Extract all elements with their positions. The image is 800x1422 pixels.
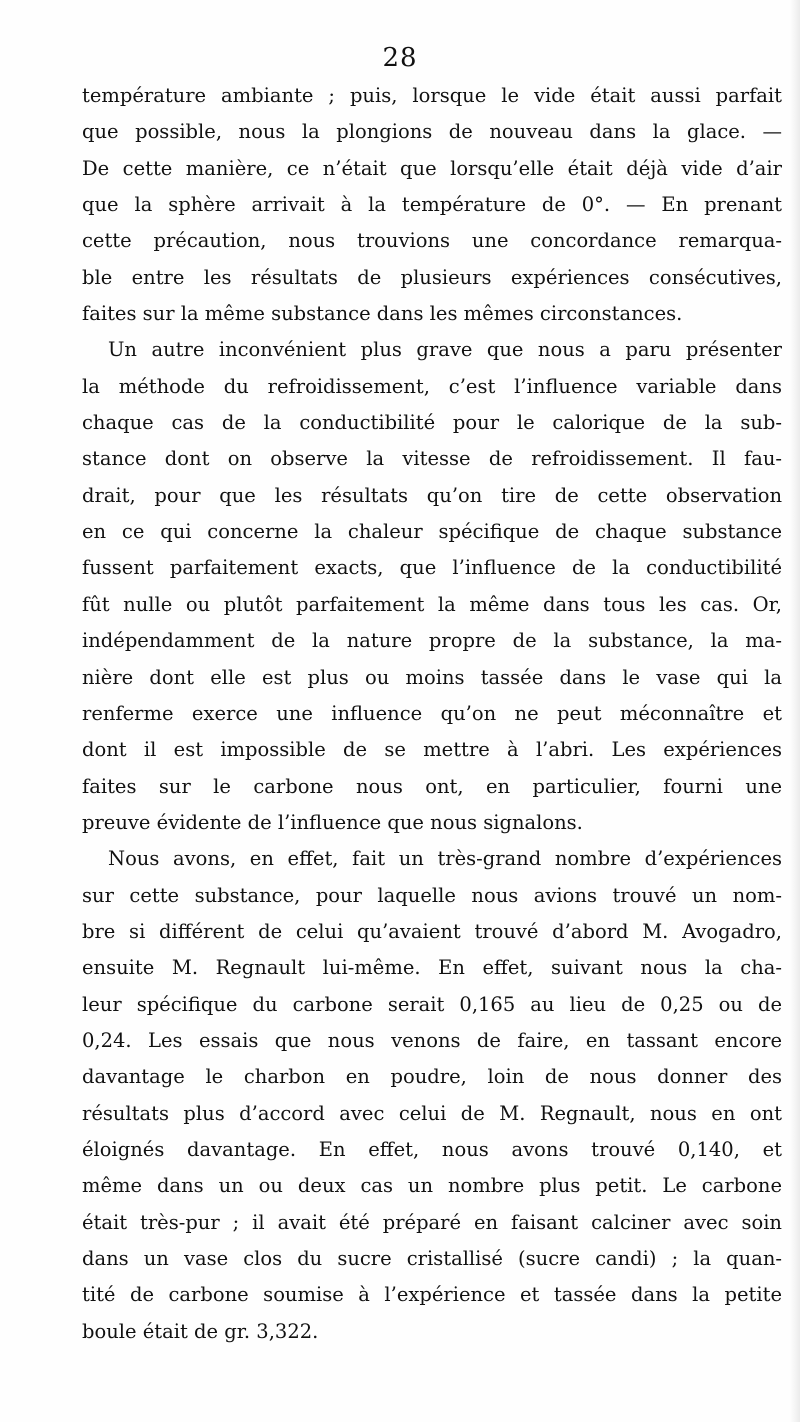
- text-line: dans un vase clos du sucre cristallisé (sucre candi) ; la quan-: [82, 1247, 782, 1270]
- text-line: même dans un ou deux cas un nombre plus petit. Le carbone: [82, 1174, 782, 1198]
- text-line: nière dont elle est plus ou moins tassée dans le vase qui la: [82, 665, 782, 689]
- text-line: 0,24. Les essais que nous venons de faire, en tassant encore: [82, 1028, 782, 1052]
- text-line: cette précaution, nous trouvions une concordance remarqua-: [82, 229, 782, 253]
- text-line: renferme exerce une influence qu’on ne peut méconnaître et: [82, 701, 782, 725]
- text-line: en ce qui concerne la chaleur spécifique de chaque substance: [82, 520, 782, 544]
- text-line: fût nulle ou plutôt parfaitement la même dans tous les cas. Or,: [82, 592, 782, 616]
- text-line: leur spécifique du carbone serait 0,165 au lieu de 0,25 ou de: [82, 992, 782, 1016]
- text-line: De cette manière, ce n’était que lorsqu’elle était déjà vide d’air: [82, 156, 782, 180]
- page-edge-shadow: [790, 0, 800, 1422]
- text-line: Un autre inconvénient plus grave que nous a paru présenter: [108, 338, 782, 362]
- text-line: chaque cas de la conductibilité pour le calorique de la sub-: [82, 411, 782, 435]
- text-line: faites sur la même substance dans les mêmes circonstances.: [82, 302, 683, 326]
- text-line: que possible, nous la plongions de nouveau dans la glace. —: [82, 120, 782, 144]
- text-line: indépendamment de la nature propre de la substance, la ma-: [82, 629, 782, 653]
- page-number: 28: [382, 43, 418, 73]
- text-line: ble entre les résultats de plusieurs expériences consécutives,: [82, 265, 782, 289]
- text-line: drait, pour que les résultats qu’on tire de cette observation: [82, 483, 782, 507]
- text-line: éloignés davantage. En effet, nous avons trouvé 0,140, et: [82, 1137, 782, 1161]
- text-line: boule était de gr. 3,322.: [82, 1319, 319, 1343]
- text-line: était très-pur ; il avait été préparé en faisant calciner avec soin: [82, 1210, 782, 1234]
- text-line: faites sur le carbone nous ont, en particulier, fourni une: [82, 774, 782, 798]
- text-line: bre si différent de celui qu’avaient trouvé d’abord M. Avogadro,: [82, 919, 782, 943]
- text-line: tité de carbone soumise à l’expérience et tassée dans la petite: [82, 1283, 782, 1307]
- text-line: davantage le charbon en poudre, loin de nous donner des: [82, 1065, 782, 1089]
- text-line: que la sphère arrivait à la température de 0°. — En prenant: [82, 193, 782, 217]
- text-line: stance dont on observe la vitesse de refroidissement. Il fau-: [82, 447, 782, 471]
- text-line: la méthode du refroidissement, c’est l’influence variable dans: [82, 374, 782, 398]
- body-text: [82, 78, 782, 1350]
- text-line: température ambiante ; puis, lorsque le vide était aussi parfait: [82, 84, 782, 107]
- text-line: résultats plus d’accord avec celui de M. Regnault, nous en ont: [82, 1101, 782, 1125]
- text-line: preuve évidente de l’influence que nous signalons.: [82, 810, 583, 834]
- text-line: dont il est impossible de se mettre à l’abri. Les expériences: [82, 738, 782, 762]
- text-line: fussent parfaitement exacts, que l’influence de la conductibilité: [82, 556, 782, 580]
- text-line: Nous avons, en effet, fait un très-grand nombre d’expériences: [108, 847, 782, 871]
- text-line: sur cette substance, pour laquelle nous avions trouvé un nom-: [82, 883, 782, 907]
- text-line: ensuite M. Regnault lui-même. En effet, suivant nous la cha-: [82, 956, 782, 980]
